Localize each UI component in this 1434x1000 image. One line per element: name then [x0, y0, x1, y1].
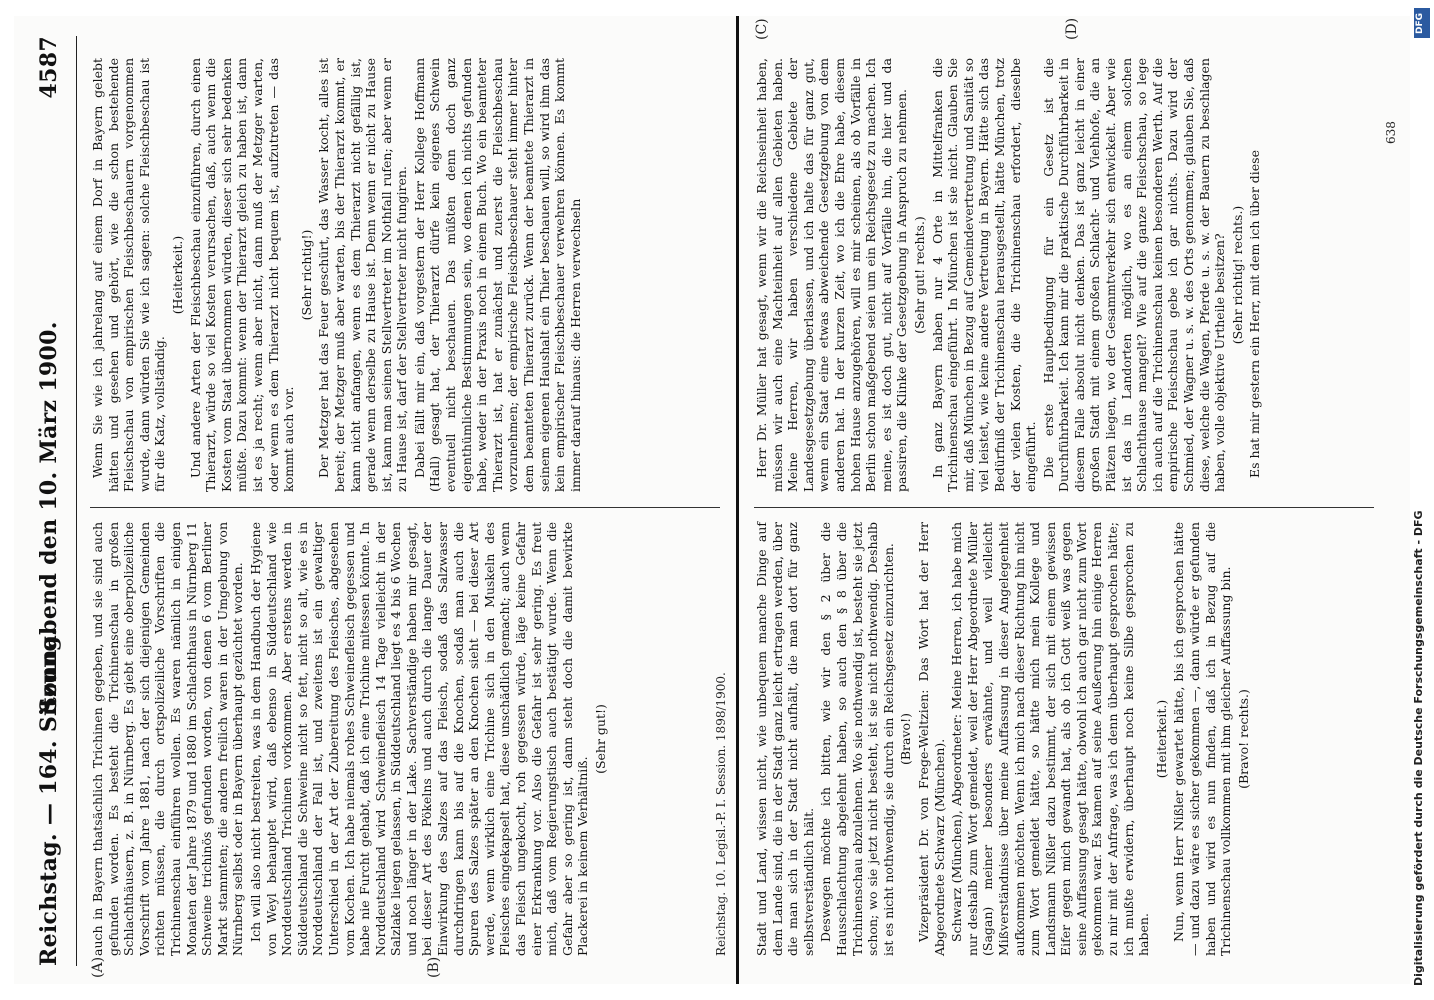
paragraph: Und andere Arten der Fleischbeschau einzuführen, durch einen Thierarzt, würde so viel Kosten verursachen, daß, auch wenn die Kosten vom Staat übernommen würden, dieser sich sehr bedenken müßte. Dazu kommt: wenn der Thierarzt gleich zu haben ist, dann ist es ja recht; wenn aber nicht, dann muß der Metzger warten, oder wenn es dem Thierarzt nicht bequem ist, aufzutreten — das kommt auch vor. — [187, 58, 297, 492]
header-left: Reichstag. — 164. Sitzung. — [36, 627, 62, 966]
paragraph: Ich will also nicht bestreiten, was in dem Handbuch der Hygiene von Weyl behauptet wird, daß ebenso in Süddeutschland wie Norddeutschland Trichinen vorkommen. Aber erstens werden in Süddeutschland die Schweine nicht so fett, nicht so alt, wie es in Norddeutschland der Fall ist, und zweitens ist ein gewaltiger Unterschied in der Art der Zubereitung des Fleisches, abgesehen vom Kochen. Ich habe niemals rohes Schweinefleisch gegessen und habe nie Furcht gehabt, daß ich eine Trichine mitessen könnte. In Norddeutschland wird Schweinefleisch 14 Tage vielleicht in der Salzlake liegen gelassen, in Süddeutschland liegt es 4 bis 6 Wochen und noch länger in der Lake. Sachverständige haben mir gesagt, bei dieser Art des Pökelns und auch durch die lange Dauer der Einwirkung des Salzes auf das Fleisch, sodaß das Salzwasser durchdringen kann bis auf die Knochen, sodaß man auch die Spuren des Salzes später an den Knochen sieht — bei dieser Art werde, wenn wirklich eine Trichine sich in den Muskeln des Fleisches eingekapselt hat, diese unschädlich gemacht; auch wenn das Fleisch ungekocht, roh gegessen würde, läge keine Gefahr einer Erkrankung vor. Also die Gefahr ist sehr gering. Es freut mich, daß vom Regierungstisch auch bestätigt wurde. Wenn die Gefahr aber so gering ist, dann steht doch die damit bewirkte Plackerei in keinem Verhältniß. — [247, 522, 591, 956]
header-rule — [76, 36, 77, 966]
speaker-paragraph: Vizepräsident Dr. von Frege-Weltzien: Das Wort hat der Herr Abgeordnete Schwarz (München). — [915, 522, 947, 956]
page-divider — [736, 16, 739, 984]
rotated-page-content — [14, 16, 1410, 984]
text-column-4 — [754, 58, 1265, 492]
page-number: 4587 — [36, 36, 62, 99]
margin-marker-a: (A) — [90, 956, 106, 978]
interjection: (Sehr gut!) — [593, 704, 608, 774]
interjection: (Heiterkeit.) — [169, 235, 185, 315]
text-column-2 — [90, 58, 585, 492]
sheet-number: 638 — [1384, 121, 1398, 144]
dfg-logo-icon — [1414, 8, 1430, 38]
paragraph: auch in Bayern thatsächlich Trichinen gegeben, und sie sind auch gefunden worden. Es besteht die Trichinenschau in großen Schlachthäusern, z. B. in Nürnberg. Es giebt eine oberpolizeiliche Vorschrift vom Jahre 1881, nach der sich diejenigen Gemeinden richten müssen, die durch ortspolizeiliche Vorschriften die Trichinenschau einführen wollen. Es waren nämlich in einigen Monaten der Jahre 1879 und 1880 im Schlachthaus in Nürnberg 11 Schweine trichinös gefunden worden, von denen 6 vom Berliner Markt stammten; die andern freilich waren in der Umgebung von Nürnberg selbst oder in Bayern überhaupt gezüchtet worden. — [90, 522, 246, 956]
page-header — [30, 36, 74, 966]
speaker-paragraph: Schwarz (München), Abgeordneter: Meine Herren, ich habe mich nur deshalb zum Wort gemeldet, weil der Herr Abgeordnete Müller (Sagan) meiner besonders erwähnte, und weil vielleicht Mißverständnisse über meine Auffassung in dieser Angelegenheit aufkommen möchten. Wenn ich mich nach dieser Richtung hin nicht zum Wort gemeldet hätte, so hätte mich mein Kollege und Landsmann Nißler dazu bestimmt, der sich mit einem gewissen Eifer gegen mich gewandt hat, als ob ich Gott weiß was gegen seine Auffassung gesagt hätte, obwohl ich auch gar nicht zum Wort gekommen war. Es kamen auf seine Aeußerung hin einige Herren zu mir mit der Anfrage, was ich denn überhaupt gesprochen hätte; ich mußte erwidern, überhaupt noch keine Silbe gesprochen zu haben. — [949, 522, 1152, 956]
paragraph: In ganz Bayern haben nur 4 Orte in Mittelfranken die Trichinenschau eingeführt. In München ist sie nicht. Glauben Sie mir, daß München in Bezug auf Gemeindevertretung und Sanität so viel leistet, wie keine andere Vertretung in Bayern. Hätte sich das Bedürfniß der Trichinenschau herausgestellt, hätte München, trotz der vielen Kosten, die die Trichinenschau erfordert, dieselbe eingeführt. — [929, 58, 1039, 492]
paragraph: Wenn Sie wie ich jahrelang auf einem Dorf in Bayern gelebt hätten und gesehen und gehört, wie die schon bestehende Fleischschau von empirischen Fleischbeschauern vorgenommen wurde, dann würden Sie wie ich sagen: solche Fleischbeschau ist für die Katz, vollständig. — [90, 58, 168, 492]
margin-marker-b: (B) — [426, 956, 442, 978]
interjection: (Bravo!) — [898, 713, 914, 765]
interjection: (Sehr gut! rechts.) — [911, 216, 927, 334]
paragraph: Stadt und Land, wissen nicht, wie unbequem manche Dinge auf dem Lande sind, die in der Stadt ganz leicht ertragen werden, über die man sich in der Stadt nicht aufhält, die man dort für ganz selbstverständlich hält. — [754, 522, 816, 956]
column-rule — [90, 507, 720, 508]
interjection: (Sehr richtig! rechts.) — [1229, 205, 1245, 345]
text-column-3 — [754, 522, 1253, 956]
dfg-logo-text: DFG — [1415, 12, 1425, 34]
paragraph: Deswegen möchte ich bitten, wie wir den § 2 über die Hausschlachtung abgelehnt haben, so auch den § 8 über die Trichinenschau abzulehnen. Wo sie nothwendig ist, besteht sie jetzt schon; wo sie jetzt nicht besteht, ist sie nicht nothwendig. Deshalb ist es nicht nothwendig, sie durch ein Reichsgesetz einzurichten. — [818, 522, 896, 956]
footer-session: Reichstag. 10. Legisl.-P. I. Session. 1898/1900. — [714, 672, 728, 956]
paragraph: Es hat mir gestern ein Herr, mit dem ich über diese — [1247, 150, 1263, 478]
text-column-1 — [90, 522, 611, 956]
paragraph: Dabei fällt mir ein, daß vorgestern der Herr Kollege Hoffmann (Hall) gesagt hat, der Thierarzt dürfe kein eigenes Schwein eventuell nicht beschauen. Das müßten denn doch ganz eigenthümliche Bestimmungen sein, wo denen ich nichts gefunden habe, weder in der Praxis noch in einem Buch. Wo ein beamteter Thierarzt ist, hat er zunächst und zuerst die Fleischbeschau vorzunehmen; der empirische Fleischbeschauer steht immer hinter dem beamteten Thierarzt zurück. Wenn der beamtete Thierarzt in seinem eigenen Haushalt ein Thier beschauen will, so wird ihm das kein empirischer Fleischbeschauer verwehren können. Es kommt immer darauf hinaus: die Herren verwechseln — [411, 58, 583, 492]
scanned-page — [14, 16, 1410, 984]
digitization-note: Digitalisierung gefördert durch die Deutsche Forschungsgemeinschaft - DFG — [1412, 510, 1425, 986]
paragraph: Nun, wenn Herr Nißler gewartet hätte, bis ich gesprochen hätte — und dazu wäre es sicher gekommen —, dann würde er gefunden haben und wird es nun finden, daß ich in Bezug auf die Trichinenschau vollkommen mit ihm gleicher Auffassung bin. — [1171, 522, 1234, 956]
digitization-strip — [1410, 6, 1434, 996]
paragraph: Herr Dr. Müller hat gesagt, wenn wir die Reichseinheit haben, müssen wir auch eine Machteinheit auf allen Gebieten haben. Meine Herren, wir haben verschiedene Gebiete der Landesgesetzgebung überlassen, und ich halte das für ganz gut, wenn ein Staat eine etwas abweichende Gesetzgebung von dem anderen hat. In der kurzen Zeit, wo ich die Ehre habe, diesem hohen Hause anzugehören, will es mir scheinen, als ob Vorfälle in Berlin schon maßgebend seien um ein Reichsgesetz zu machen. Ich meine, es ist doch gut, nicht auf Vorfälle hin, die hier und da passiren, die Klinke der Gesetzgebung in Anspruch zu nehmen. — [754, 58, 910, 492]
interjection: (Bravo! rechts.) — [1235, 689, 1251, 789]
header-right — [36, 36, 62, 713]
paragraph: Die erste Hauptbedingung für ein Gesetz ist die Durchführbarkeit. Ich kann mir die praktische Durchführbarkeit in diesem Falle absolut nicht denken. Das ist ganz leicht in einer großen Stadt mit einem großen Schlacht- und Viehhofe, die an Plätzen liegen, wo der Gesammtverkehr sich entwickelt. Aber wie ist das in Landorten möglich, wo es an einem solchen Schlachthause mangelt? Wie auf die ganze Fleischschau, so lege ich auch auf die Trichinenschau keinen besonderen Werth. Auf die empirische Fleischschau gebe ich gar nichts. Dazu wird der Schmied, der Wagner u. s. w. des Orts genommen; glauben Sie, daß diese, welche die Wagen, Pferde u. s. w. der Bauern zu beschlagen haben, volle objektive Urtheile besitzen? — [1040, 58, 1228, 492]
interjection: (Sehr richtig!) — [298, 229, 314, 321]
margin-marker-d: (D) — [1064, 17, 1080, 40]
paragraph: Der Metzger hat das Feuer geschürt, das Wasser kocht, alles ist bereit; der Metzger muß aber warten, bis der Thierarzt kommt, er kann nicht anfangen, wenn es dem Thierarzt nicht gefällig ist, gerade wenn derselbe zu Hause ist. Denn wenn er nicht zu Hause ist, kann man seinen Stellvertreter im Nothfall rufen; aber wenn er zu Hause ist, darf der Stellvertreter nicht fungiren. — [316, 58, 410, 492]
column-rule — [754, 507, 1374, 508]
header-date: Sonnabend den 10. März 1900. — [36, 321, 62, 714]
margin-marker-c: (C) — [754, 18, 770, 40]
interjection: (Heiterkeit.) — [1153, 699, 1169, 779]
